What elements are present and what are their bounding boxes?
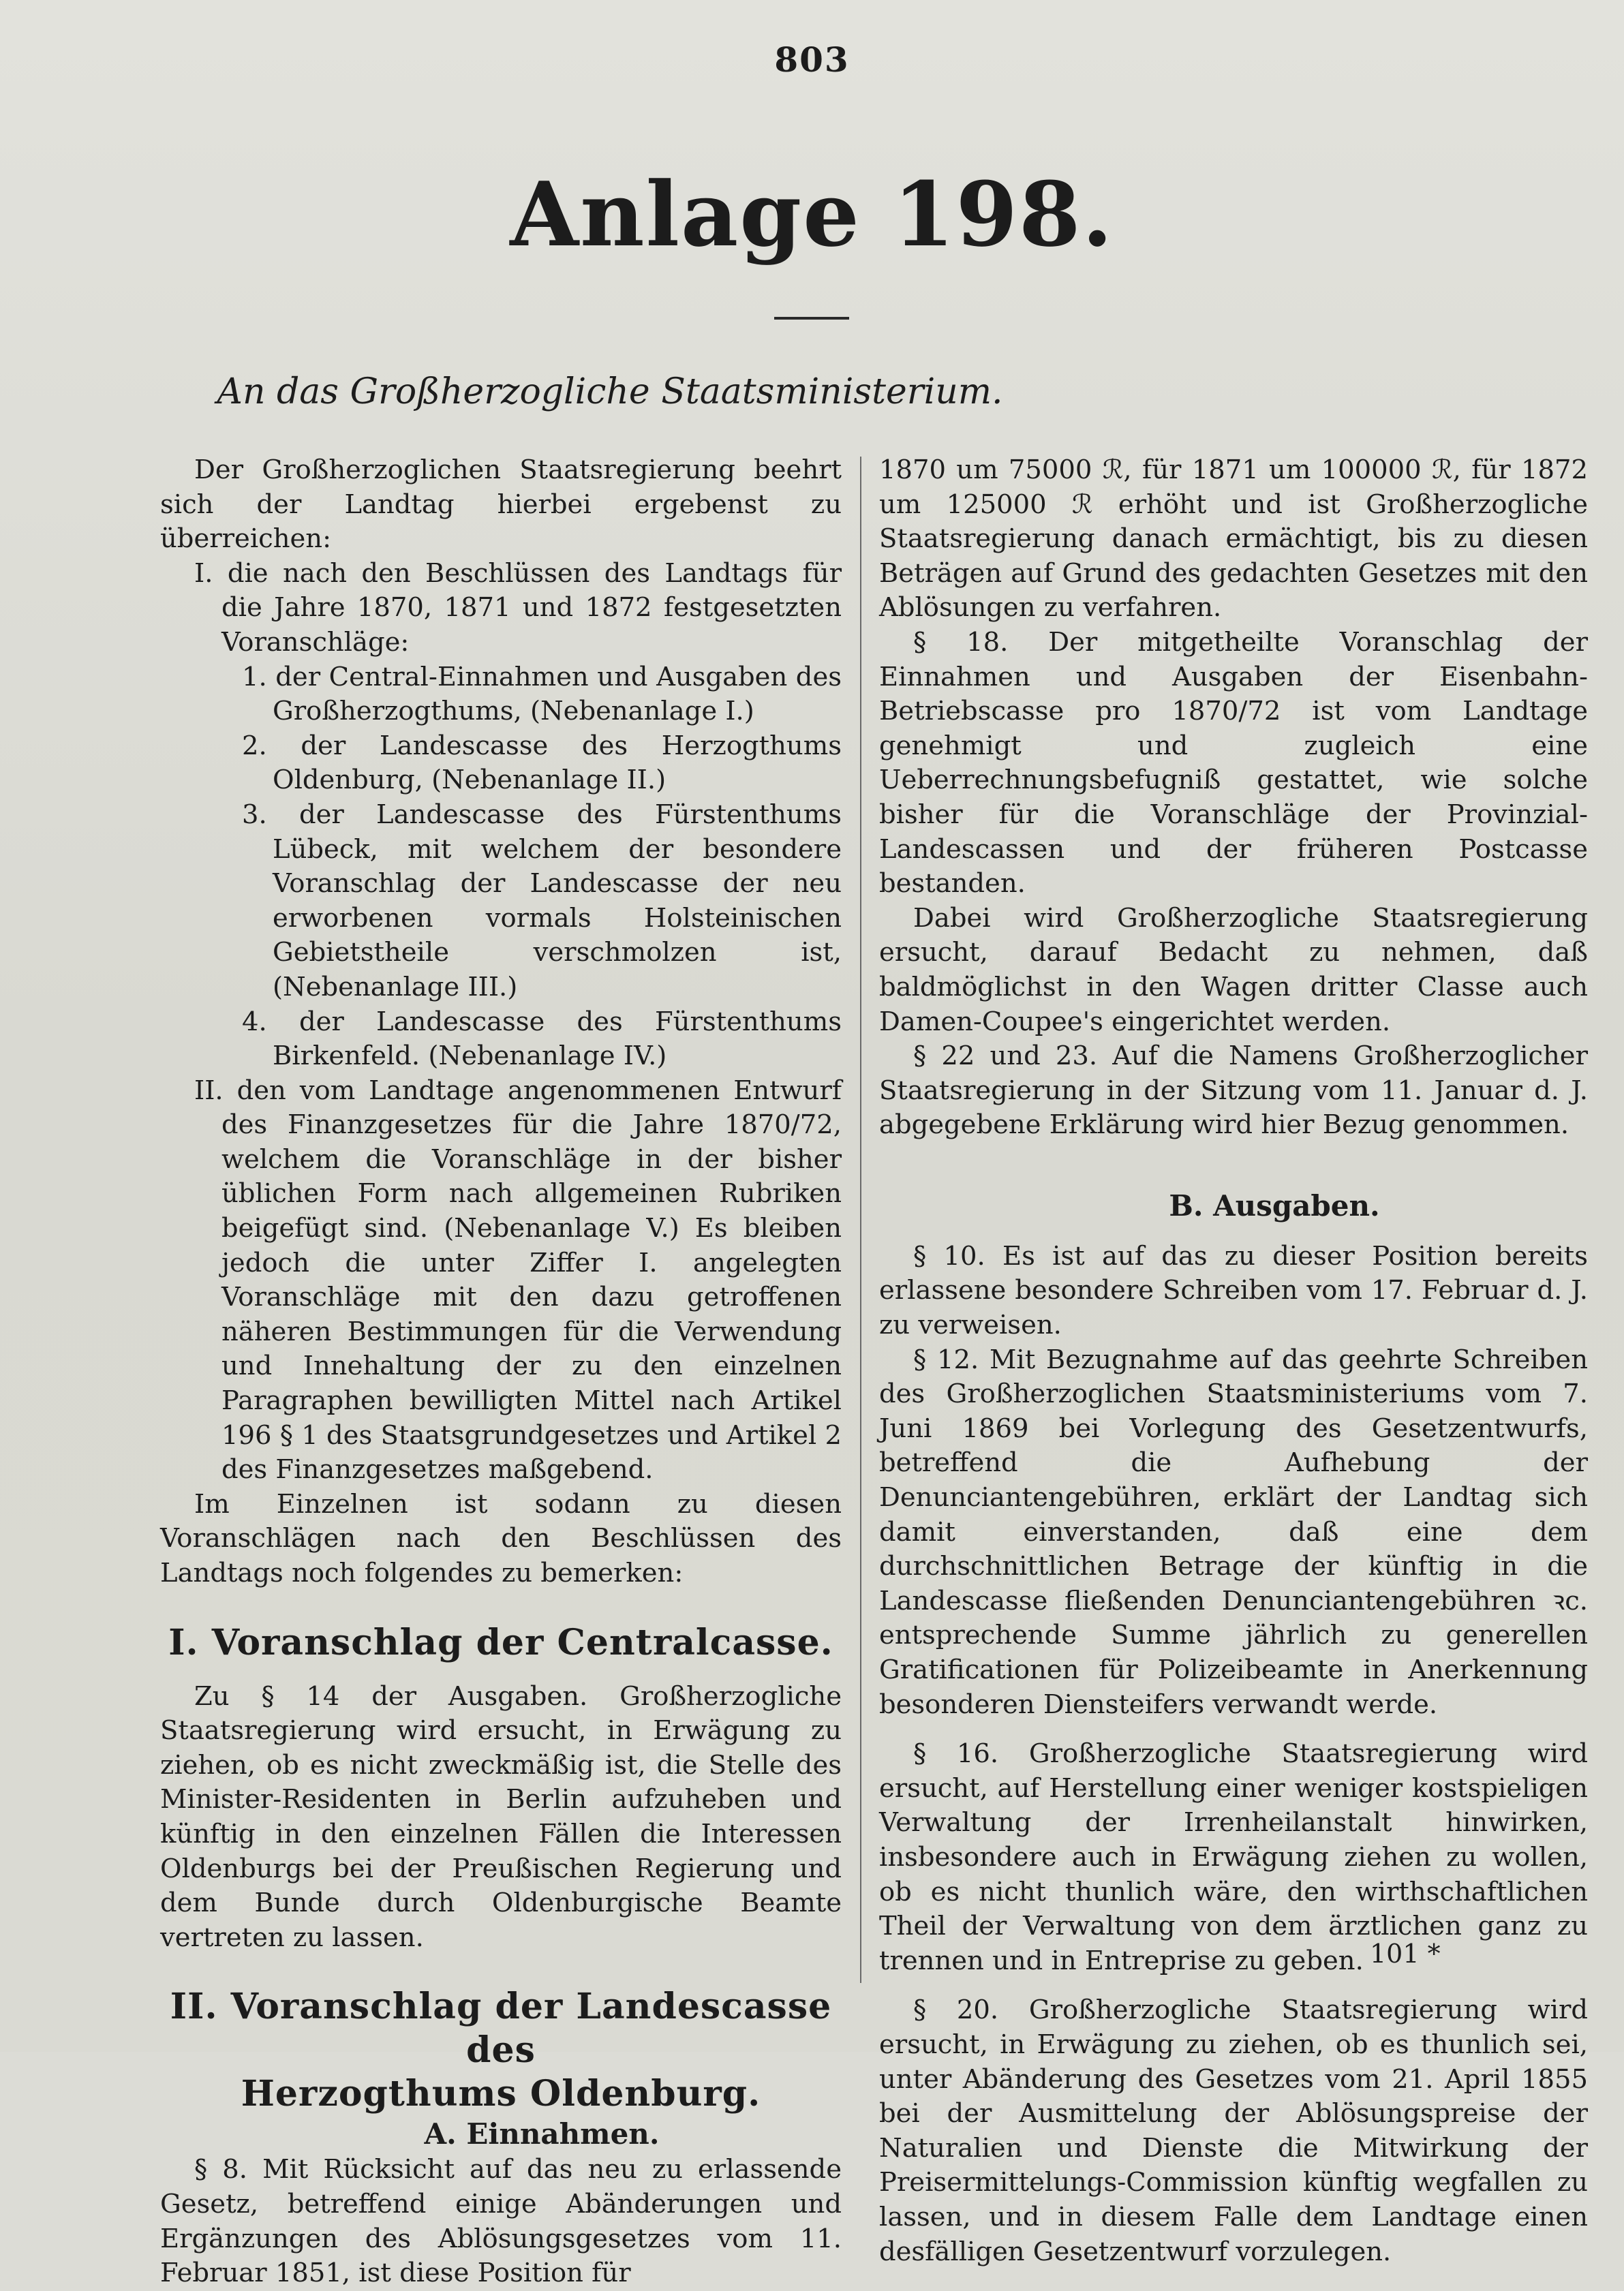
page-number: 803 [774, 40, 850, 80]
document-title: Anlage 198. [510, 162, 1114, 266]
section-2-heading-line2: Herzogthums Oldenburg. [241, 2073, 761, 2115]
continuation-paragraph: 1870 um 75000 ℛ, für 1871 um 100000 ℛ, für 1872 um 125000 ℛ erhöht und ist Großherzogliche Staatsregierung danach ermächtigt, bis zu diesen Beträgen auf Grund des gedachten Gesetzes mit den Ablösungen zu verfahren. [879, 455, 1588, 624]
paragraph-22: § 22 und 23. Auf die Namens Großherzoglicher Staatsregierung in der Sitzung vom 11. Januar d. J. abgegebene Erklärung wird hier Bezug genommen. [879, 1041, 1588, 1141]
list-item-I: I. die nach den Beschlüssen des Landtags für die Jahre 1870, 1871 und 1872 festgesetzten Voranschläge: [194, 557, 842, 658]
paragraph-20: § 20. Großherzogliche Staatsregierung wird ersucht, in Erwägung zu ziehen, ob es thunlich sei, unter Abänderung des Gesetzes vom 21. April 1855 bei der Ausmittelung der Ablösungspreise der Naturalien und Dienste die Mitwirkung der Preisermittelungs-Commission künftig wegfallen zu lassen, und in diesem Falle dem Landtage einen desfälligen Gesetzentwurf vorzulegen. [879, 1995, 1588, 2267]
heading-ausgaben: B. Ausgaben. [1169, 1188, 1380, 1223]
addressee-heading: An das Großherzogliche Staatsministerium. [217, 371, 1003, 412]
intro-paragraph: Der Großherzoglichen Staatsregierung beehrt sich der Landtag hierbei ergebenst zu überreichen: [160, 455, 842, 555]
section-1-paragraph: Zu § 14 der Ausgaben. Großherzogliche Staatsregierung wird ersucht, in Erwägung zu ziehen, ob es nicht zweckmäßig ist, die Stelle des Minister-Residenten in Berlin aufzuheben und künftig in den einzelnen Fällen die Interessen Oldenburgs bei der Preußischen Regierung und dem Bunde durch Oldenburgische Beamte vertreten zu lassen. [160, 1680, 842, 1953]
subitem-2: 2. der Landescasse des Herzogthums Oldenburg, (Nebenanlage II.) [242, 730, 842, 796]
paragraph-18b: Dabei wird Großherzogliche Staatsregierung ersucht, darauf Bedacht zu nehmen, daß baldmöglichst in den Wagen dritter Classe auch Damen-Coupee's eingerichtet werden. [879, 902, 1588, 1037]
paragraph-12: § 12. Mit Bezugnahme auf das geehrte Schreiben des Großherzoglichen Staatsministeriums vom 7. Juni 1869 bei Vorlegung des Gesetzentwurfs, betreffend die Aufhebung der Denunciantengebühren, erklärt der Landtag sich damit einverstanden, daß eine dem durchschnittlichen Betrage der künftig in die Landescasse fließenden Denunciantengebühren ꝛc. entsprechende Summe jährlich zu generellen Gratificationen für Polizeibeamte in Anerkennung besonderen Diensteifers verwandt werde. [879, 1344, 1588, 1720]
paragraph-16: § 16. Großherzogliche Staatsregierung wird ersucht, auf Herstellung einer weniger kostspieligen Verwaltung der Irrenheilanstalt hinwirken, insbesondere auch in Erwägung ziehen zu wollen, ob es nicht thunlich wäre, den wirthschaftlichen Theil der Verwaltung von dem ärztlichen ganz zu trennen und in Entreprise zu geben. [879, 1738, 1588, 1976]
subitem-4: 4. der Landescasse des Fürstenthums Birkenfeld. (Nebenanlage IV.) [242, 1006, 842, 1072]
right-column [879, 453, 1588, 2269]
list-item-II: II. den vom Landtage angenommenen Entwurf des Finanzgesetzes für die Jahre 1870/72, welchem die Voranschläge in der bisher üblichen Form nach allgemeinen Rubriken beigefügt sind. (Nebenanlage V.) Es bleiben jedoch die unter Ziffer I. angelegten Voranschläge mit den dazu getroffenen näheren Bestimmungen für die Verwendung und Innehaltung der zu den einzelnen Paragraphen bewilligten Mittel nach Artikel 196 § 1 des Staatsgrundgesetzes und Artikel 2 des Finanzgesetzes maßgebend. [194, 1075, 842, 1486]
signature-mark: 101 * [1370, 1939, 1441, 1969]
column-divider [860, 457, 861, 1983]
section-1-heading: I. Voranschlag der Centralcasse. [168, 1621, 833, 1663]
subitem-1: 1. der Central-Einnahmen und Ausgaben des Großherzogthums, (Nebenanlage I.) [242, 661, 842, 727]
title-rule [774, 317, 849, 320]
paragraph-18: § 18. Der mitgetheilte Voranschlag der Einnahmen und Ausgaben der Eisenbahn-Betriebscasse pro 1870/72 ist vom Landtage genehmigt und zugleich eine Ueberrechnungsbefugniß gestattet, wie solche bisher für die Voranschläge der Provinzial-Landescassen und der früheren Postcasse bestanden. [879, 626, 1588, 900]
section-2-subheading: A. Einnahmen. [424, 2117, 660, 2151]
section-2-paragraph: § 8. Mit Rücksicht auf das neu zu erlassende Gesetz, betreffend einige Abänderungen und Ergänzungen des Ablösungsgesetzes vom 11. Februar 1851, ist diese Position für [160, 2154, 842, 2289]
section-2-heading-line1: II. Voranschlag der Landescasse des [170, 1986, 832, 2072]
paragraph-10: § 10. Es ist auf das zu dieser Position bereits erlassene besondere Schreiben vom 17. Februar d. J. zu verweisen. [879, 1240, 1588, 1341]
left-column [160, 453, 842, 2291]
closing-paragraph: Im Einzelnen ist sodann zu diesen Voranschlägen nach den Beschlüssen des Landtags noch folgendes zu bemerken: [160, 1488, 842, 1588]
subitem-3: 3. der Landescasse des Fürstenthums Lübeck, mit welchem der besondere Voranschlag der Landescasse der neu erworbenen vormals Holsteinischen Gebietstheile verschmolzen ist, (Nebenanlage III.) [242, 799, 842, 1002]
